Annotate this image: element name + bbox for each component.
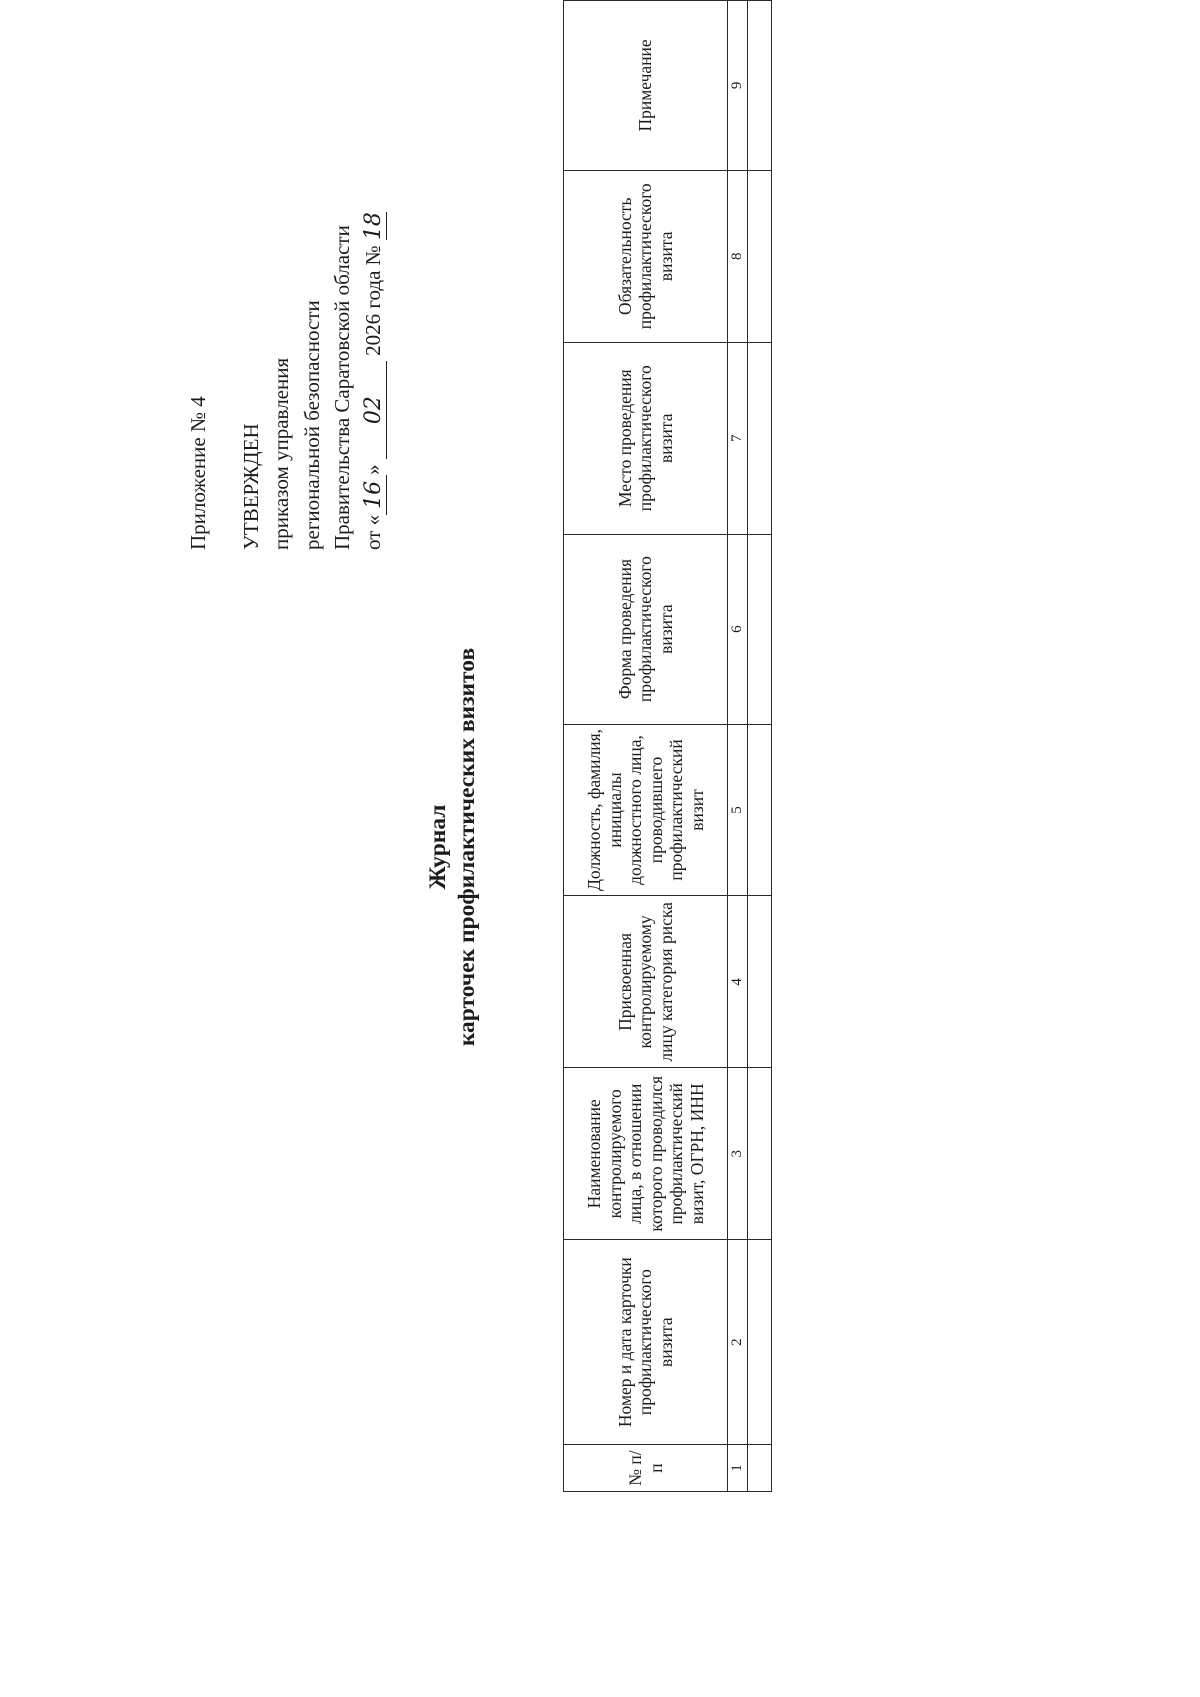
title-line-2: карточек профилактических визитов bbox=[454, 647, 480, 1047]
appendix-label: Приложение № 4 bbox=[186, 396, 210, 550]
table-header-row bbox=[564, 1, 728, 1492]
column-number-8: 8 bbox=[728, 170, 748, 342]
header-cell-note: Примечание bbox=[564, 1, 728, 171]
table-number-row bbox=[728, 1, 748, 1492]
handwritten-day: 16 bbox=[362, 475, 387, 515]
header-cell-obligation: Обязательность профилактического визита bbox=[564, 170, 728, 342]
column-number-5: 5 bbox=[728, 724, 748, 896]
header-cell-entity: Наименование контролируемого лица, в отношении которого проводился профилактический визит, ОГРН, ИНН bbox=[564, 1068, 728, 1240]
column-number-3: 3 bbox=[728, 1068, 748, 1240]
approved-label: УТВЕРЖДЕН bbox=[238, 423, 263, 550]
header-cell-official: Должность, фамилия, инициалы должностного лица, проводившего профилактический визит bbox=[564, 724, 728, 896]
empty-cell bbox=[748, 534, 772, 724]
empty-cell bbox=[748, 1240, 772, 1445]
empty-cell bbox=[748, 1445, 772, 1492]
approval-date-line bbox=[358, 212, 389, 550]
column-number-1: 1 bbox=[728, 1445, 748, 1492]
empty-cell bbox=[748, 342, 772, 534]
column-number-4: 4 bbox=[728, 896, 748, 1068]
approval-block bbox=[183, 212, 388, 550]
header-cell-place: Место проведения профилактического визита bbox=[564, 342, 728, 534]
approval-line-1: приказом управления bbox=[269, 357, 293, 550]
document-title bbox=[424, 397, 482, 1297]
year-text: 2026 года № bbox=[360, 245, 385, 356]
empty-cell bbox=[748, 170, 772, 342]
header-cell-card: Номер и дата карточки профилактического визита bbox=[564, 1240, 728, 1445]
approval-line-2: региональной безопасности bbox=[299, 300, 324, 550]
handwritten-month: 02 bbox=[362, 361, 387, 459]
date-prefix: от « bbox=[360, 514, 385, 550]
journal-table bbox=[563, 0, 772, 1492]
approval-line-3: Правительства Саратовской области bbox=[330, 225, 354, 550]
column-number-9: 9 bbox=[728, 1, 748, 171]
column-number-2: 2 bbox=[728, 1240, 748, 1445]
date-mid: » bbox=[360, 464, 385, 475]
empty-cell bbox=[748, 1068, 772, 1240]
empty-cell bbox=[748, 724, 772, 896]
header-cell-form: Форма проведения профилактического визита bbox=[564, 534, 728, 724]
table-empty-row bbox=[748, 1, 772, 1492]
title-line-1: Журнал bbox=[425, 804, 451, 890]
header-cell-risk: Присвоенная контролируемому лицу категория риска bbox=[564, 896, 728, 1068]
empty-cell bbox=[748, 896, 772, 1068]
column-number-6: 6 bbox=[728, 534, 748, 724]
handwritten-order-number: 18 bbox=[360, 212, 386, 241]
empty-cell bbox=[748, 1, 772, 171]
header-cell-number: № п/п bbox=[564, 1445, 728, 1492]
column-number-7: 7 bbox=[728, 342, 748, 534]
